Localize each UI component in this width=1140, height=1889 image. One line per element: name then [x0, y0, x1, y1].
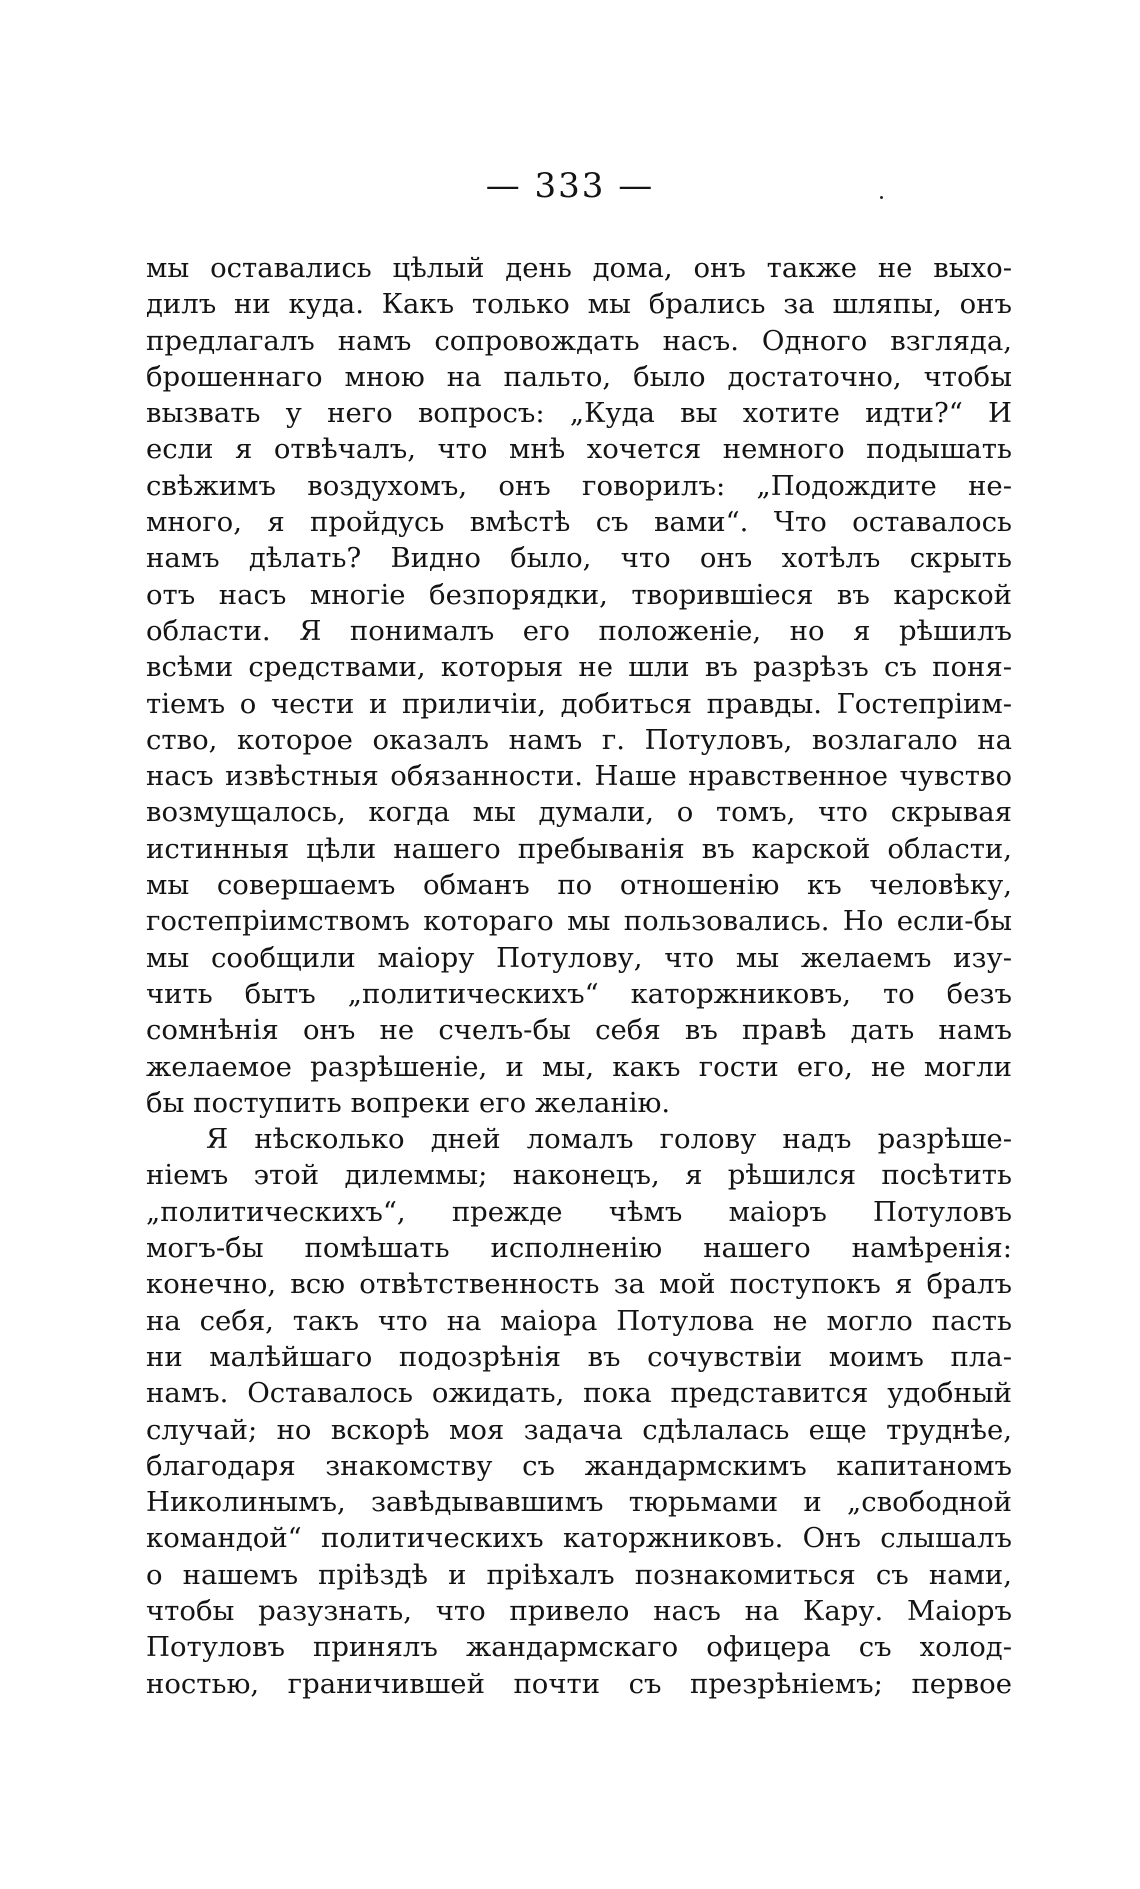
text-line: насъ извѣстныя обязанности. Наше нравственное чувство	[146, 760, 1012, 793]
text-line: Потуловъ принялъ жандармскаго офицера съ холод-	[146, 1631, 1012, 1664]
text-line: предлагалъ намъ сопровождать насъ. Одного взгляда,	[146, 324, 1012, 357]
text-line: ностью, граничившей почти съ презрѣніемъ; первое	[146, 1667, 1012, 1700]
text-line: Николинымъ, завѣдывавшимъ тюрьмами и „свободной	[146, 1486, 1012, 1519]
text-line: мы сообщили маіору Потулову, что мы желаемъ изу-	[146, 941, 1012, 974]
text-line: о нашемъ пріѣздѣ и пріѣхалъ познакомиться съ нами,	[146, 1558, 1012, 1591]
text-line: ни малѣйшаго подозрѣнія въ сочувствіи моимъ пла-	[146, 1340, 1012, 1373]
text-line: много, я пройдусь вмѣстѣ съ вами“. Что оставалось	[146, 506, 1012, 539]
text-line: если я отвѣчалъ, что мнѣ хочется немного подышать	[146, 433, 1012, 466]
text-line: мы оставались цѣлый день дома, онъ также не выхо-	[146, 252, 1012, 284]
text-line: сомнѣнія онъ не счелъ-бы себя въ правѣ дать намъ	[146, 1014, 1012, 1047]
text-line: намъ дѣлать? Видно было, что онъ хотѣлъ скрыть	[146, 542, 1012, 575]
text-line: случай; но вскорѣ моя задача сдѣлалась еще труднѣе,	[146, 1413, 1012, 1446]
text-line: гостепріимствомъ котораго мы пользовались. Но если-бы	[146, 905, 1012, 938]
text-line: чтобы разузнать, что привело насъ на Кару. Маіоръ	[146, 1594, 1012, 1627]
text-line: командой“ политическихъ каторжниковъ. Онъ слышалъ	[146, 1522, 1012, 1555]
text-line: отъ насъ многіе безпорядки, творившіеся въ карской	[146, 578, 1012, 611]
text-line: всѣми средствами, которыя не шли въ разрѣзъ съ поня-	[146, 651, 1012, 684]
page-number: — 333 —	[485, 166, 655, 206]
text-line: возмущалось, когда мы думали, о томъ, что скрывая	[146, 796, 1012, 829]
text-line: тіемъ о чести и приличіи, добиться правды. Гостепріим-	[146, 687, 1012, 720]
paragraph-start-line: Я нѣсколько дней ломалъ голову надъ разрѣше-	[206, 1123, 1012, 1156]
text-line: области. Я понималъ его положеніе, но я рѣшилъ	[146, 614, 1012, 647]
text-line: ство, которое оказалъ намъ г. Потуловъ, возлагало на	[146, 723, 1012, 756]
text-line: конечно, всю отвѣтственность за мой поступокъ я бралъ	[146, 1268, 1012, 1301]
text-line: мы совершаемъ обманъ по отношенію къ человѣку,	[146, 869, 1012, 902]
text-line: дилъ ни куда. Какъ только мы брались за шляпы, онъ	[146, 288, 1012, 321]
paragraph-end-line: бы поступить вопреки его желанію.	[146, 1086, 671, 1119]
text-line: могъ-бы помѣшать исполненію нашего намѣренія:	[146, 1232, 1012, 1265]
text-line: ніемъ этой дилеммы; наконецъ, я рѣшился посѣтить	[146, 1159, 1012, 1192]
text-line: желаемое разрѣшеніе, и мы, какъ гости его, не могли	[146, 1050, 1012, 1083]
text-line: на себя, такъ что на маіора Потулова не могло пасть	[146, 1304, 1012, 1337]
text-line: вызвать у него вопросъ: „Куда вы хотите идти?“ И	[146, 397, 1012, 430]
text-line: истинныя цѣли нашего пребыванія въ карской области,	[146, 832, 1012, 865]
print-speck	[880, 196, 883, 199]
text-line: намъ. Оставалось ожидать, пока представится удобный	[146, 1377, 1012, 1410]
text-line: „политическихъ“, прежде чѣмъ маіоръ Потуловъ	[146, 1195, 1012, 1228]
body-text	[146, 250, 1012, 1702]
text-line: свѣжимъ воздухомъ, онъ говорилъ: „Подождите не-	[146, 469, 1012, 502]
text-line: благодаря знакомству съ жандармскимъ капитаномъ	[146, 1449, 1012, 1482]
text-line: брошеннаго мною на пальто, было достаточно, чтобы	[146, 360, 1012, 393]
text-line: чить бытъ „политическихъ“ каторжниковъ, то безъ	[146, 977, 1012, 1010]
